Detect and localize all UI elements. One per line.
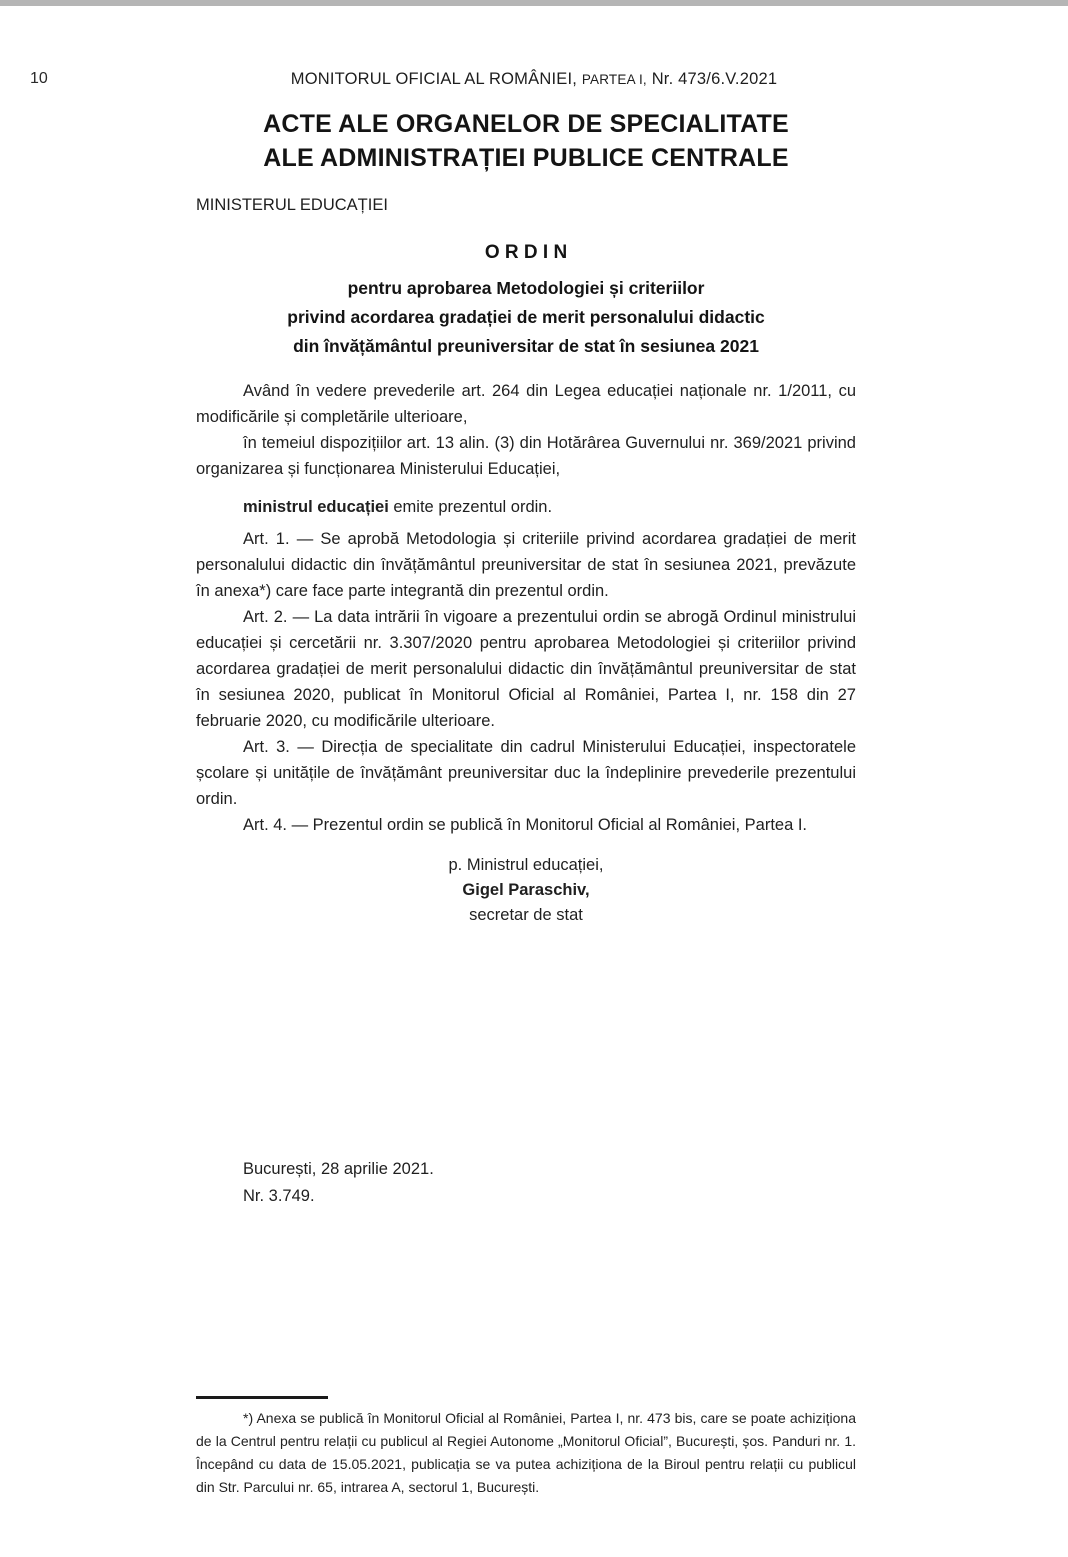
order-body xyxy=(196,378,856,838)
enacting-formula xyxy=(196,494,856,520)
gazette-part: PARTEA I, xyxy=(581,72,647,87)
signature-name: Gigel Paraschiv, xyxy=(462,881,590,899)
place-and-date: București, 28 aprilie 2021. xyxy=(243,1160,434,1178)
preamble-paragraph: Având în vedere prevederile art. 264 din Legea educației naționale nr. 1/2011, cu modificările și completările ulterioare, xyxy=(196,382,856,426)
article-paragraph: Art. 4. — Prezentul ordin se publică în Monitorul Oficial al României, Partea I. xyxy=(243,816,808,834)
enacting-issuer: ministrul educației xyxy=(243,498,389,516)
page-number: 10 xyxy=(30,70,48,87)
issuer-name: MINISTERUL EDUCAȚIEI xyxy=(196,196,388,214)
gazette-title: MONITORUL OFICIAL AL ROMÂNIEI, xyxy=(290,70,578,88)
preamble-paragraph: în temeiul dispozițiilor art. 13 alin. (3) din Hotărârea Guvernului nr. 369/2021 privind organizarea și funcționarea Ministerului Educației, xyxy=(196,434,856,478)
enacting-rest: emite prezentul ordin. xyxy=(388,498,553,516)
content-column xyxy=(196,107,856,1210)
signature-block xyxy=(196,853,856,928)
date-block xyxy=(196,1156,856,1210)
footnote-separator-rule xyxy=(196,1396,328,1399)
article-paragraph: Art. 3. — Direcția de specialitate din cadrul Ministerului Educației, inspectoratele școlare și unitățile de învățământ preuniversitar duc la îndeplinire prevederile prezentului ordin. xyxy=(196,738,856,808)
section-title-line1: ACTE ALE ORGANELOR DE SPECIALITATE xyxy=(263,110,789,138)
article-paragraph: Art. 1. — Se aprobă Metodologia și criteriile privind acordarea gradației de merit personalului didactic din învățământul preuniversitar de stat în sesiunea 2021, prevăzute în anexa*) care face parte integrantă din prezentul ordin. xyxy=(196,530,856,600)
order-subtitle-line2: privind acordarea gradației de merit personalului didactic xyxy=(287,307,765,327)
article-paragraph: Art. 2. — La data intrării în vigoare a prezentului ordin se abrogă Ordinul ministrului educației și cercetării nr. 3.307/2020 pentru aprobarea Metodologiei și criteriilor privind acordarea gradației de merit personalului didactic din învățământul preuniversitar de stat în sesiunea 2020, publicat în Monitorul Oficial al României, Partea I, nr. 158 din 27 februarie 2020, cu modificările ulterioare. xyxy=(196,608,856,730)
order-heading: O R D I N xyxy=(484,242,568,263)
footnote-block xyxy=(196,1396,856,1499)
order-subtitle-line3: din învățământul preuniversitar de stat în sesiunea 2021 xyxy=(293,336,759,356)
section-title xyxy=(196,107,856,175)
order-subtitle-line1: pentru aprobarea Metodologiei și criteriilor xyxy=(347,278,705,298)
footnote-text: *) Anexa se publică în Monitorul Oficial al României, Partea I, nr. 473 bis, care se poate achiziționa de la Centrul pentru relații cu publicul al Regiei Autonome „Monitorul Oficial”, București, șos. Panduri nr. 1. Începând cu data de 15.05.2021, publicația se va putea achiziționa de la Biroul pentru relații cu publicul din Str. Parcului nr. 65, intrarea A, sectorul 1, București. xyxy=(196,1410,856,1495)
signature-intro: p. Ministrul educației, xyxy=(448,856,604,874)
gazette-issue: Nr. 473/6.V.2021 xyxy=(651,70,778,88)
section-title-line2: ALE ADMINISTRAȚIEI PUBLICE CENTRALE xyxy=(263,144,789,172)
order-number: Nr. 3.749. xyxy=(243,1187,315,1205)
running-header xyxy=(0,70,1068,89)
order-subtitle xyxy=(196,274,856,361)
signature-title: secretar de stat xyxy=(469,906,583,924)
